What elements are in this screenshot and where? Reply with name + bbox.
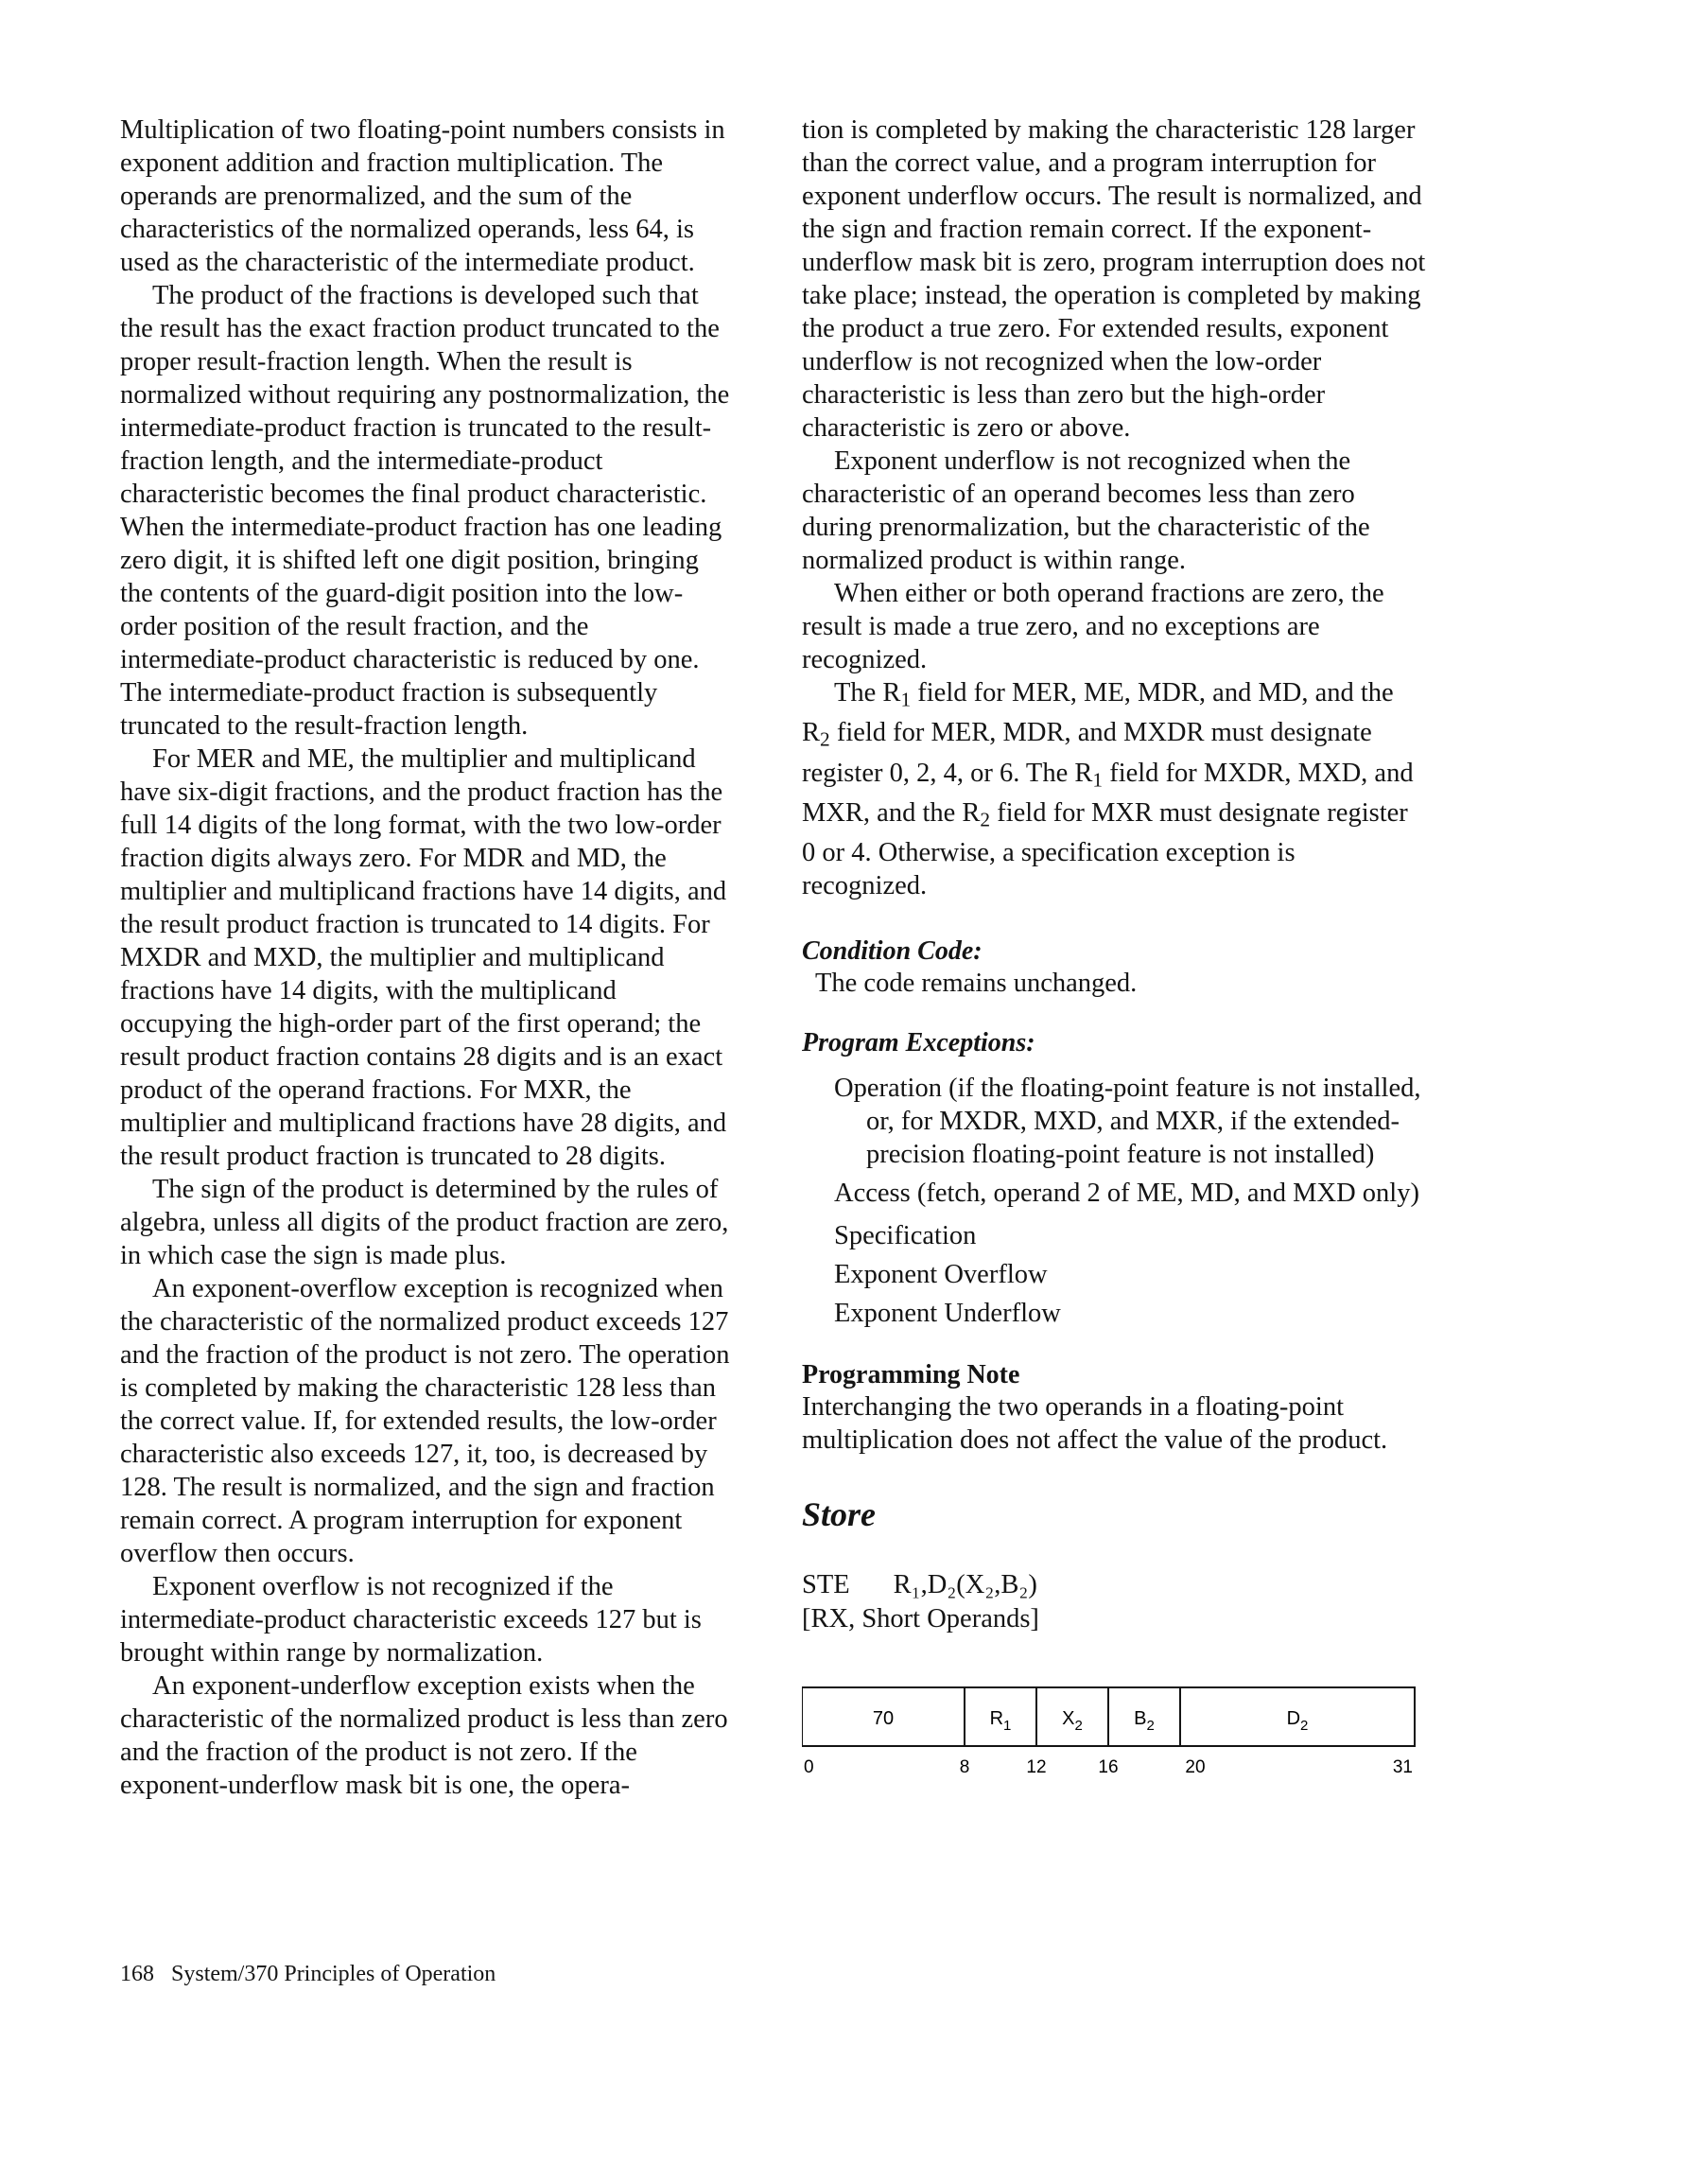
field-r1: $R_1$ — [989, 1708, 1012, 1735]
list-item: Exponent Overflow — [834, 1260, 1048, 1290]
list-item: Exponent Underflow — [834, 1299, 1061, 1329]
list-item: Access (fetch, operand 2 of ME, MD, and MXD only) — [834, 1179, 1419, 1209]
format-diagram — [802, 1684, 1426, 1788]
programming-note-heading: Programming Note — [802, 1360, 1020, 1390]
subscript: 1 — [900, 688, 912, 711]
exceptions-list — [802, 1072, 1426, 1330]
bit-position: 0 — [804, 1757, 814, 1778]
register-paragraph — [802, 676, 1426, 902]
right-column — [802, 114, 1426, 1788]
condition-code-heading: Condition Code: — [802, 936, 983, 967]
list-item: Operation (if the floating-point feature is not installed, or, for MXDR, MXD, and MXR, if the extended-precision floating-point feature is not installed) — [834, 1074, 1421, 1170]
field-d2: $D_2$ — [1286, 1708, 1309, 1735]
paragraph: For MER and ME, the multiplier and multiplicand have six-digit fractions, and the product fraction has the full 14 digits of the long format, with the two low-order fraction digits always zero. For MDR and MD, the multiplier and multiplicand fractions have 14 digits, and the result product fraction is truncated to 14 digits. For MXDR and MXD, the multiplier and multiplicand fractions have 14 digits, with the multiplicand occupying the high-order part of the first operand; the result product fraction contains 28 digits and is an exact product of the operand fractions. For MXR, the multiplier and multiplicand fractions have 28 digits, and the result product fraction is truncated to 28 digits. — [120, 744, 727, 1171]
subscript: 1 — [1092, 768, 1104, 792]
text-run: field for MXR must designate register 0 or 4. Otherwise, a specification exception is recognized. — [802, 798, 1408, 901]
paragraph: Exponent underflow is not recognized when the characteristic of an operand becomes less than zero during prenormalization, but the characteristic of the normalized product is within range. — [802, 446, 1370, 575]
text-run: field for MER, ME, MDR, and MD, and the R — [802, 678, 1394, 748]
instruction-format — [802, 1568, 1426, 1636]
page-number: 168 — [120, 1962, 154, 1986]
paragraph: An exponent-overflow exception is recognized when the characteristic of the normalized product exceeds 127 and the fraction of the product is not zero. The operation is completed by making the characteristic 128 less than the correct value. If, for extended results, the low-order characteristic also exceeds 127, it, too, is decreased by 128. The result is normalized, and the sign and fraction remain correct. A program interruption for exponent overflow then occurs. — [120, 1274, 730, 1568]
operands: R₁,D₂(X₂,B₂) — [893, 1570, 1037, 1600]
field-x2: $X_2$ — [1062, 1708, 1083, 1735]
page-footer — [120, 1962, 496, 1987]
left-column — [120, 114, 735, 1802]
format-line: [RX, Short Operands] — [802, 1604, 1039, 1634]
paragraph: An exponent-underflow exception exists when the characteristic of the normalized product is less than zero and the fraction of the product is not zero. If the exponent-underflow mask bit is one, the opera- — [120, 1671, 728, 1800]
publication-title: System/370 Principles of Operation — [171, 1962, 496, 1986]
paragraph: The sign of the product is determined by the rules of algebra, unless all digits of the product fraction are zero, in which case the sign is made plus. — [120, 1175, 729, 1270]
text-run: field for MXDR, MXD, and MXR, and the R — [802, 758, 1414, 829]
section-title: Store — [802, 1495, 877, 1534]
paragraph: tion is completed by making the characteristic 128 larger than the correct value, and a program interruption for exponent underflow occurs. The result is normalized, and the sign and fraction remain correct. If the exponent-underflow mask bit is zero, program interruption does not take place; instead, the operation is completed by making the product a true zero. For extended results, exponent underflow is not recognized when the low-order characteristic is less than zero but the high-order characteristic is zero or above. — [802, 115, 1426, 443]
program-exceptions-heading: Program Exceptions: — [802, 1028, 1035, 1058]
text-run: field for MER, MDR, and MXDR must designate register 0, 2, 4, or 6. The R — [802, 718, 1372, 788]
list-item: Specification — [834, 1221, 977, 1251]
bit-position: 20 — [1185, 1757, 1206, 1778]
condition-code-text: The code remains unchanged. — [815, 969, 1138, 999]
subscript: 2 — [820, 727, 830, 751]
paragraph: When either or both operand fractions are zero, the result is made a true zero, and no exceptions are recognized. — [802, 579, 1384, 674]
bit-position: 31 — [1392, 1757, 1413, 1778]
instruction-line — [802, 1568, 1426, 1602]
paragraph: Multiplication of two floating-point numbers consists in exponent addition and fraction multiplication. The operands are prenormalized, and the sum of the characteristics of the normalized operands, less 64, is used as the characteristic of the intermediate product. — [120, 115, 725, 277]
paragraph: The product of the fractions is developed such that the result has the exact fraction product truncated to the proper result-fraction length. When the result is normalized without requiring any postnormalization, the intermediate-product fraction is truncated to the result-fraction length, and the intermediate-product characteristic becomes the final product characteristic. When the intermediate-product fraction has one leading zero digit, it is shifted left one digit position, bringing the contents of the guard-digit position into the low-order position of the result fraction, and the intermediate-product characteristic is reduced by one. The intermediate-product fraction is subsequently truncated to the result-fraction length. — [120, 281, 730, 741]
field-opcode: 70 — [872, 1708, 895, 1730]
bit-position: 16 — [1098, 1757, 1119, 1778]
text-run: The R — [834, 678, 901, 708]
paragraph: Exponent overflow is not recognized if the intermediate-product characteristic exceeds 127 but is brought within range by normalization. — [120, 1572, 702, 1668]
mnemonic: STE — [802, 1570, 850, 1600]
subscript: 2 — [980, 808, 991, 831]
bit-position: 12 — [1026, 1757, 1047, 1778]
bit-position: 8 — [959, 1757, 970, 1778]
field-b2: $B_2$ — [1134, 1708, 1155, 1735]
programming-note-text: Interchanging the two operands in a floating-point multiplication does not affect the value of the product. — [802, 1392, 1388, 1456]
